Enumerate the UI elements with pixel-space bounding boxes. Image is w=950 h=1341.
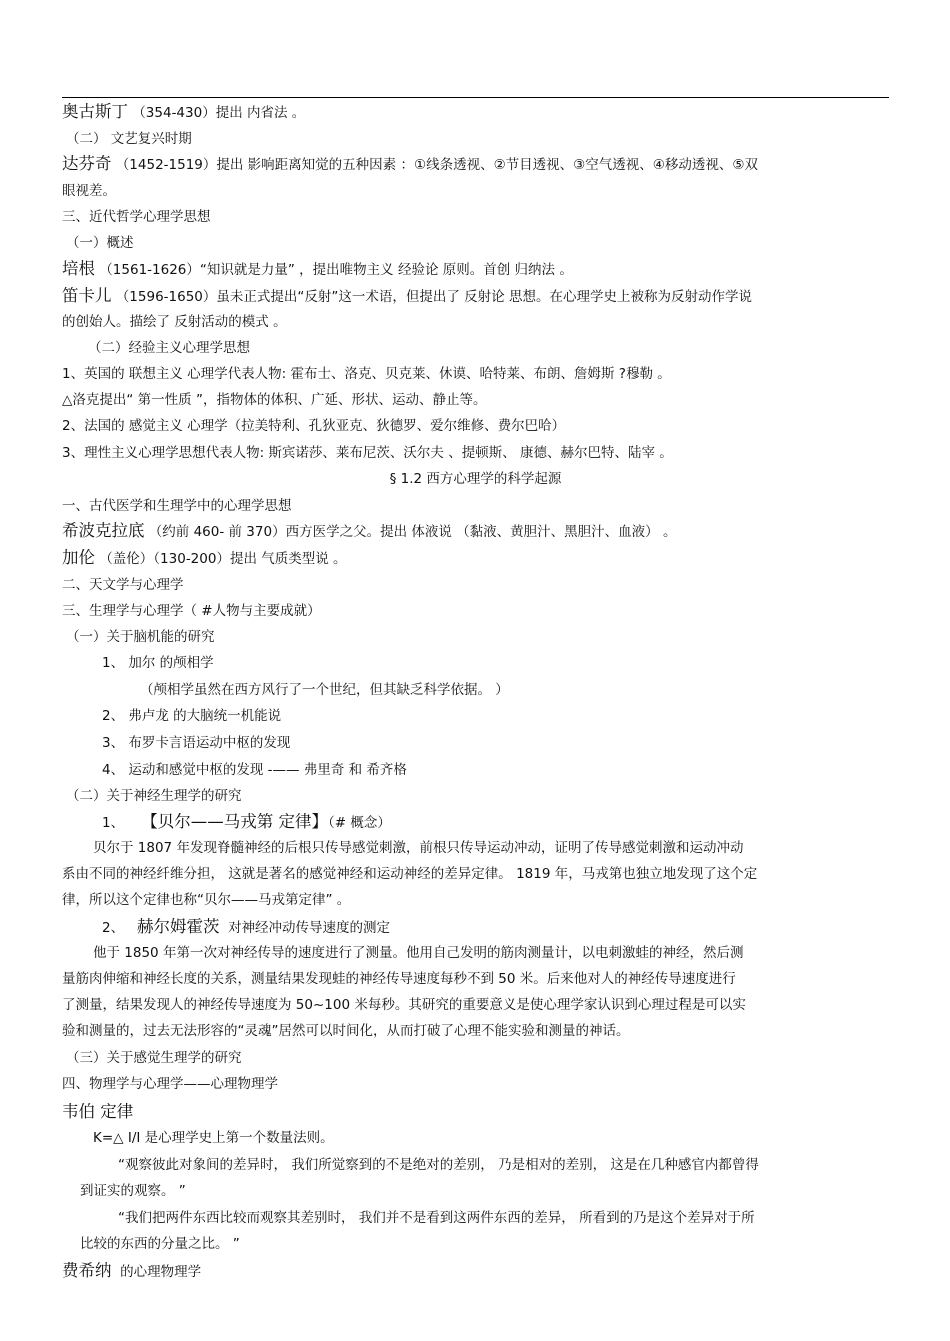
law-name: 【贝尔——马戎第 定律】 (141, 812, 329, 831)
section-heading: （一）关于脑机能的研究 (66, 629, 215, 645)
header-rule (62, 97, 889, 98)
person-name: 笛卡儿 (62, 286, 112, 305)
paragraph-line: 3、理性主义心理学思想代表人物: 斯宾诺莎、莱布尼茨、沃尔夫 、提顿斯、 康德、赫尔巴特、陆宰 。 (62, 445, 673, 461)
paragraph-line: 贝尔于 1807 年发现脊髓神经的后根只传导感觉刺激，前根只传导运动冲动，证明了传导感觉刺激和运动冲动 (93, 840, 744, 856)
quote-line: 比较的东西的分量之比。 ” (80, 1236, 240, 1252)
paragraph-line: 了测量，结果发现人的神经传导速度为 50~100 米每秒。其研究的重要意义是使心理学家认识到心理过程是可以实 (62, 997, 746, 1013)
line-fechner: 费希纳 的心理物理学 (62, 1261, 202, 1280)
section-heading: 二、天文学与心理学 (62, 577, 184, 593)
quote-line: 到证实的观察。 ” (80, 1183, 186, 1199)
person-name: 费希纳 (62, 1261, 112, 1280)
line-galen: 加伦 （盖伦）（130-200）提出 气质类型说 。 (62, 548, 347, 567)
line-augustine: 奥古斯丁 （354-430）提出 内省法 。 (62, 102, 306, 121)
paragraph-line: 的创始人。描绘了 反射活动的模式 。 (62, 314, 287, 330)
paragraph-line: 眼视差。 (62, 183, 116, 199)
list-item: 3、 布罗卡言语运动中枢的发现 (102, 735, 291, 751)
section-heading: （二） 文艺复兴时期 (66, 131, 192, 147)
line-hippocrates: 希波克拉底 （约前 460- 前 370）西方医学之父。提出 体液说 （黏液、黄胆汁、黑胆汁、血液） 。 (62, 521, 677, 540)
list-item: 2、 弗卢龙 的大脑统一机能说 (102, 708, 282, 724)
quote-line: “观察彼此对象间的差异时， 我们所觉察到的不是绝对的差别， 乃是相对的差别， 这是在几种感官内都曾得 (118, 1157, 759, 1173)
list-item: 4、 运动和感觉中枢的发现 -—— 弗里奇 和 希齐格 (102, 762, 407, 778)
list-item: 1、 加尔 的颅相学 (102, 655, 214, 671)
person-name: 培根 (62, 259, 95, 278)
paragraph-line: 验和测量的，过去无法形容的“灵魂”居然可以时间化，从而打破了心理不能实验和测量的神话。 (62, 1023, 630, 1039)
list-item-bell-magendie: 1、 【贝尔——马戎第 定律】（# 概念） (102, 812, 391, 831)
paragraph-line: △洛克提出“ 第一性质 ”，指物体的体积、广延、形状、运动、静止等。 (62, 392, 487, 408)
section-heading: （三）关于感觉生理学的研究 (66, 1050, 242, 1066)
line-davinci: 达芬奇 （1452-1519）提出 影响距离知觉的五种因素 ：①线条透视、②节目透视、③空气透视、④移动透视、⑤双 (62, 154, 758, 173)
section-heading: （一）概述 (66, 235, 134, 251)
list-item-helmholtz: 2、 赫尔姆霍茨 对神经冲动传导速度的测定 (102, 917, 391, 936)
paragraph-line: 律，所以这个定律也称“贝尔——马戎第定律” 。 (62, 892, 351, 908)
person-name: 赫尔姆霍茨 (136, 917, 220, 936)
person-name: 加伦 (62, 548, 95, 567)
section-heading: （二）经验主义心理学思想 (88, 340, 250, 356)
section-heading: 三、近代哲学心理学思想 (62, 209, 211, 225)
section-heading: 四、物理学与心理学——心理物理学 (62, 1076, 278, 1092)
section-heading: （二）关于神经生理学的研究 (66, 788, 242, 804)
paragraph-line: 他于 1850 年第一次对神经传导的速度进行了测量。他用自己发明的筋肉测量计，以电刺激蛙的神经，然后测 (93, 945, 744, 961)
person-name: 希波克拉底 (62, 521, 145, 540)
section-heading: 一、古代医学和生理学中的心理学思想 (62, 498, 292, 514)
chapter-title: § 1.2 西方心理学的科学起源 (389, 471, 562, 487)
person-name: 奥古斯丁 (62, 102, 128, 121)
paragraph-line: 量筋肉伸缩和神经长度的关系，测量结果发现蛙的神经传导速度每秒不到 50 米。后来他对人的神经传导速度进行 (62, 971, 736, 987)
line-descartes: 笛卡儿 （1596-1650）虽未正式提出“反射”这一术语，但提出了 反射论 思想。在心理学史上被称为反射动作学说 (62, 286, 752, 305)
paragraph-line: 2、法国的 感觉主义 心理学（拉美特利、孔狄亚克、狄德罗、爱尔维修、费尔巴哈） (62, 418, 566, 434)
section-heading: 三、生理学与心理学（ #人物与主要成就） (62, 603, 321, 619)
law-heading: 韦伯 定律 (62, 1102, 134, 1121)
paragraph-line: 系由不同的神经纤维分担， 这就是著名的感觉神经和运动神经的差异定律。 1819 年，马戎第也独立地发现了这个定 (62, 866, 758, 882)
quote-line: “我们把两件东西比较而观察其差别时， 我们并不是看到这两件东西的差异， 所看到的乃是这个差异对于所 (118, 1210, 755, 1226)
line-bacon: 培根 （1561-1626）“知识就是力量” ，提出唯物主义 经验论 原则。首创 归纳法 。 (62, 259, 573, 278)
formula-line: K=△ I/I 是心理学史上第一个数量法则。 (93, 1130, 334, 1146)
person-name: 达芬奇 (62, 154, 112, 173)
note-line: （颅相学虽然在西方风行了一个世纪，但其缺乏科学依据。 ） (140, 682, 509, 698)
paragraph-line: 1、英国的 联想主义 心理学代表人物: 霍布士、洛克、贝克莱、休谟、哈特莱、布朗、詹姆斯 ?穆勒 。 (62, 366, 671, 382)
